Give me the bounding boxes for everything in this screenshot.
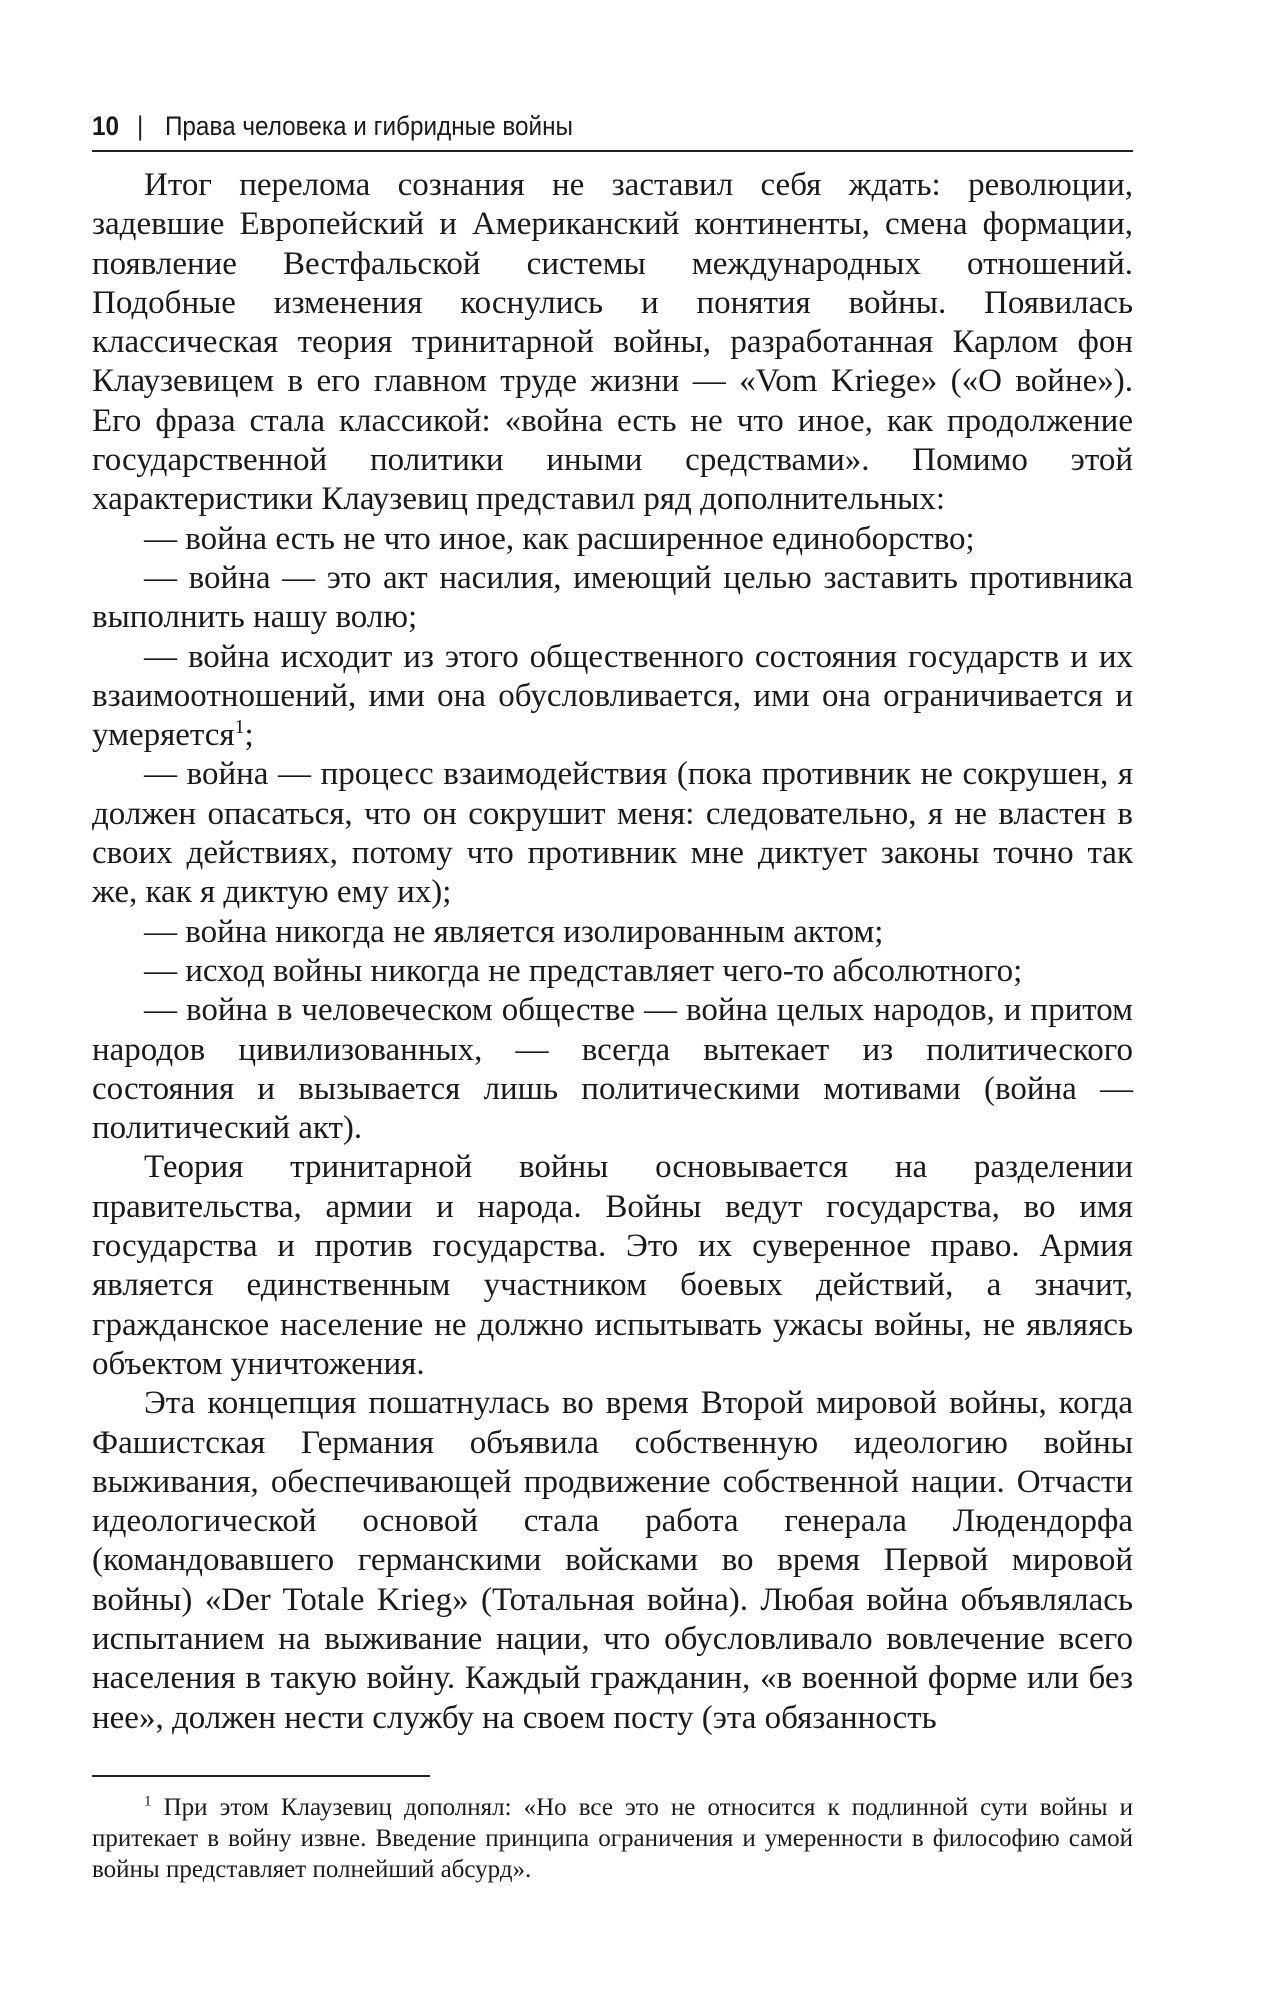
list-item-3 (92, 638, 1133, 756)
paragraph-3: Эта концепция пошатнулась во время Второй мировой войны, когда Фашистская Германия объявила собственную идеологию войны выживания, обеспечивающей продвижение собственной нации. Отчасти идеологической основой стала работа генерала Людендорфа (командовавшего германскими войсками во время Первой мировой войны) «Der Totale Krieg» (Тотальная война). Любая война объявлялась испытанием на выживание нации, что обусловливало вовлечение всего населения в такую войну. Каждый гражданин, «в военной форме или без нее», должен нести службу на своем посту (эта обязанность (92, 1385, 1133, 1736)
header-separator: | (137, 111, 144, 141)
page-number: 10 (92, 111, 120, 141)
list-item-2: — война — это акт насилия, имеющий целью заставить противника выполнить нашу волю; (92, 559, 1133, 636)
footnote-text: При этом Клаузевиц дополнял: «Но все это не относится к подлинной сути войны и притекает в войну извне. Введение принципа ограничения и умеренности в философию самой войны представляет полнейший абсурд». (92, 1794, 1133, 1883)
main-text (92, 166, 1133, 1738)
list-item-7: — война в человеческом обществе — война целых народов, и притом народов цивилизованных, — всегда вытекает из политического состояния и вызывается лишь политическими мотивами (война — политический акт). (92, 992, 1133, 1147)
list-item-6: — исход войны никогда не представляет чего-то абсолютного; (144, 952, 1023, 989)
paragraph-2: Теория тринитарной войны основывается на разделении правительства, армии и народа. Войны ведут государства, во имя государства и против государства. Это их суверенное право. Армия является единственным участником боевых действий, а значит, гражданское население не должно испытывать ужасы войны, не являясь объектом уничтожения. (92, 1149, 1133, 1382)
paragraph-1: Итог перелома сознания не заставил себя ждать: революции, задевшие Европейский и Американский континенты, смена формации, появление Вестфальской системы международных отношений. Подобные изменения коснулись и понятия войны. Появилась классическая теория тринитарной войны, разработанная Карлом фон Клаузевицем в его главном труде жизни — «Vom Kriege» («О войне»). Его фраза стала классикой: «война есть не что иное, как продолжение государственной политики иными средствами». Помимо этой характеристики Клаузевиц представил ряд дополнительных: (92, 167, 1133, 518)
running-title: Права человека и гибридные войны (164, 111, 573, 141)
footnote-mark: 1 (144, 1793, 152, 1810)
footnote-reference[interactable]: 1 (234, 716, 245, 739)
footnote (92, 1792, 1133, 1885)
list-item-3-text: — война исходит из этого общественного состояния государств и их взаимоотношений, ими она обусловливается, ими она ограничивается и умеряется (92, 638, 1133, 754)
list-item-4: — война — процесс взаимодействия (пока противник не сокрушен, я должен опасаться, что он сокрушит меня: следовательно, я не властен в своих действиях, потому что противник мне диктует законы точно так же, как я диктую ему их); (92, 756, 1133, 911)
footnote-rule (92, 1775, 430, 1777)
footnote-paragraph (92, 1792, 1133, 1885)
list-item-1: — война есть не что иное, как расширенное единоборство; (144, 520, 975, 557)
running-header (92, 108, 1028, 144)
header-rule (92, 150, 1133, 152)
list-item-5: — война никогда не является изолированным актом; (144, 913, 884, 950)
list-item-3-end: ; (244, 717, 254, 754)
